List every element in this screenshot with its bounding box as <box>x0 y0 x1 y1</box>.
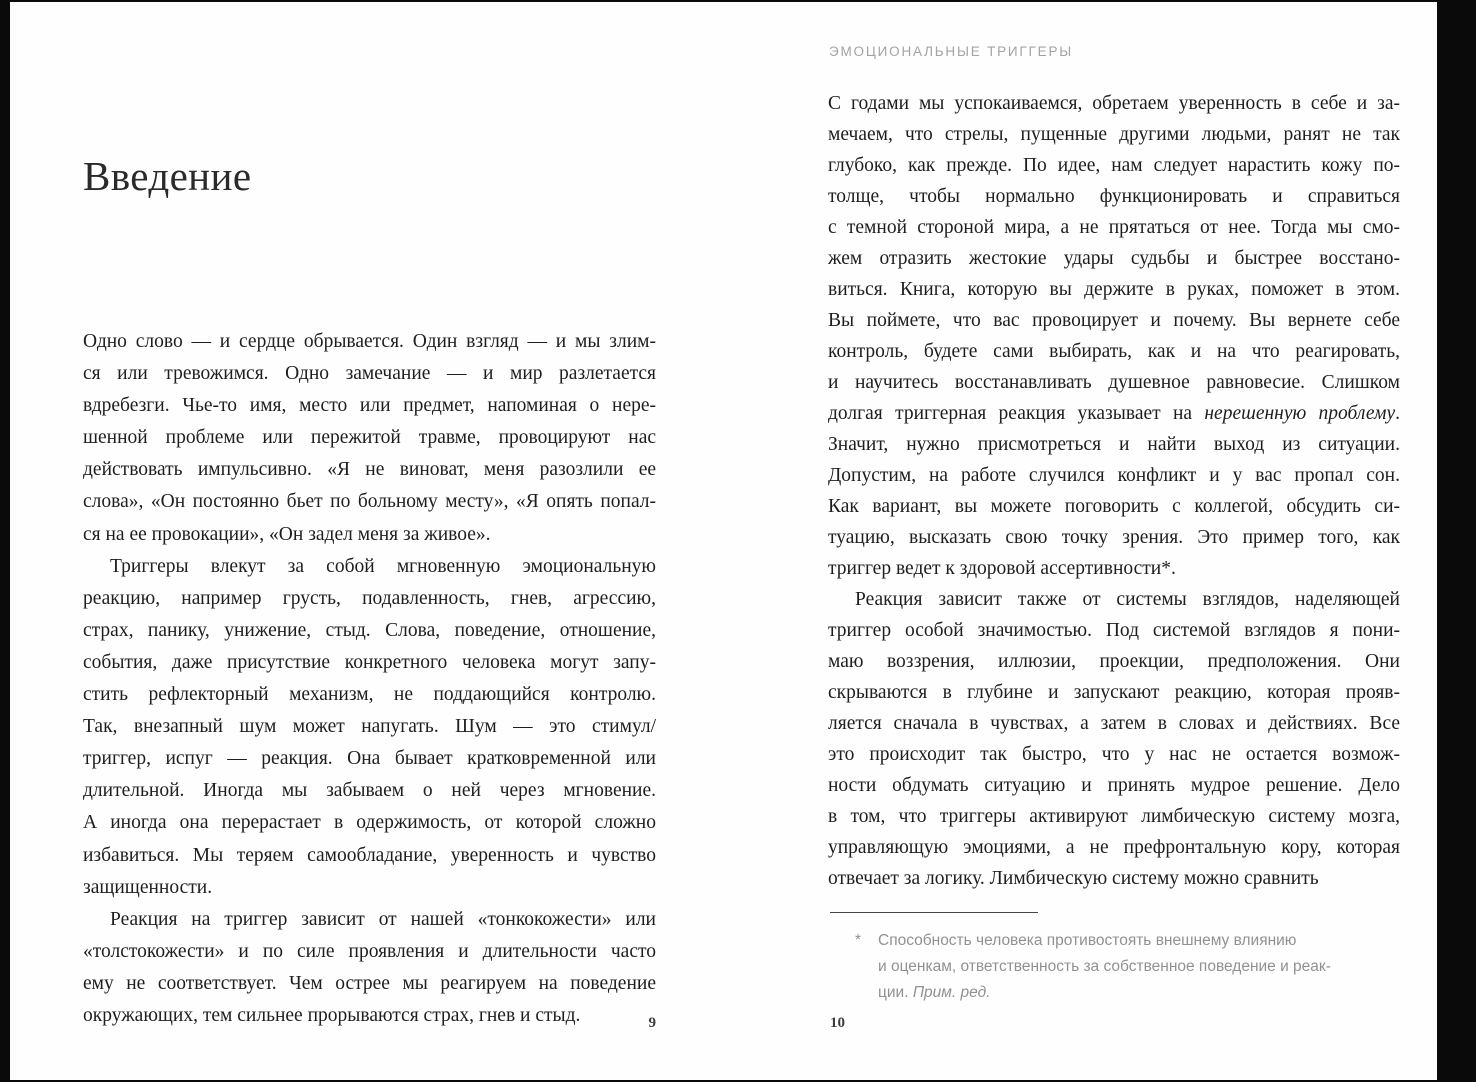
text-line: маю воззрения, иллюзии, проекции, предположения. Они <box>828 651 1400 672</box>
text-line: ся на ее провокации», «Он задел меня за живое». <box>83 523 491 545</box>
text-line: избавиться. Мы теряем самообладание, уверенность и чувство <box>83 844 656 866</box>
page-spread <box>10 2 1437 1080</box>
text-line: Одно слово — и сердце обрывается. Один взгляд — и мы злим- <box>83 331 656 352</box>
body-paragraph <box>83 551 656 904</box>
body-paragraph <box>83 904 656 1032</box>
text-line: толще, чтобы нормально функционировать и справиться <box>828 186 1400 207</box>
chapter-title: Введение <box>83 153 252 199</box>
text-line: Триггеры влекут за собой мгновенную эмоциональную <box>110 555 656 577</box>
text-line: вдребезги. Чье-то имя, место или предмет, напоминая о нере- <box>83 395 656 417</box>
text-line: длительной. Иногда мы забываем о ней через мгновение. <box>83 780 656 802</box>
left-page <box>83 2 656 1080</box>
page-number-right: 10 <box>830 1015 845 1031</box>
right-page-body <box>828 88 1400 894</box>
left-page-body <box>83 326 656 1032</box>
footnote <box>855 928 1366 1006</box>
text-line: ности обдумать ситуацию и принять мудрое решение. Дело <box>828 775 1400 796</box>
text-line: долгая триггерная реакция указывает на нерешенную проблему. <box>828 403 1400 424</box>
footnote-divider <box>830 912 1038 913</box>
text-line: ся или тревожимся. Одно замечание — и мир разлетается <box>83 363 656 385</box>
text-line: страх, панику, унижение, стыд. Слова, поведение, отношение, <box>83 619 656 641</box>
text-line: это происходит так быстро, что у нас не остается возмож- <box>828 744 1400 765</box>
text-line: триггер особой значимостью. Под системой взглядов я пони- <box>828 620 1400 641</box>
text-line: ции. Прим. ред. <box>878 984 991 1001</box>
text-line: скрываются в глубине и запускают реакцию, которая прояв- <box>828 682 1400 703</box>
text-line: А иногда она перерастает в одержимость, от которой сложно <box>83 812 656 834</box>
text-line: слова», «Он постоянно бьет по больному месту», «Я опять попал- <box>83 491 656 513</box>
text-line: С годами мы успокаиваемся, обретаем уверенность в себе и за- <box>828 93 1400 114</box>
text-line: Как вариант, вы можете поговорить с коллегой, обсудить си- <box>828 496 1400 517</box>
text-line: виться. Книга, которую вы держите в руках, поможет в этом. <box>828 279 1400 300</box>
text-line: и научитесь восстанавливать душевное равновесие. Слишком <box>828 372 1400 393</box>
body-paragraph <box>83 326 656 551</box>
footnote-marker: * <box>855 932 862 949</box>
text-line: «толстокожести» и по силе проявления и длительности часто <box>83 940 656 962</box>
text-line: Реакция на триггер зависит от нашей «тонкокожести» или <box>110 908 656 930</box>
text-line: ляется сначала в чувствах, а затем в словах и действиях. Все <box>828 713 1400 734</box>
text-line: Допустим, на работе случился конфликт и у вас пропал сон. <box>828 465 1400 486</box>
text-line: туацию, высказать свою точку зрения. Это пример того, как <box>828 527 1400 548</box>
body-paragraph <box>828 88 1400 584</box>
running-header: ЭМОЦИОНАЛЬНЫЕ ТРИГГЕРЫ <box>829 44 1073 59</box>
text-line: жем отразить жестокие удары судьбы и быстрее восстано- <box>828 248 1400 269</box>
text-line: события, даже присутствие конкретного человека могут запу- <box>83 651 656 673</box>
text-line: триггер ведет к здоровой ассертивности*. <box>828 558 1176 579</box>
text-line: управляющую эмоциями, а не префронтальную кору, которая <box>828 837 1400 858</box>
text-line: Значит, нужно присмотреться и найти выход из ситуации. <box>828 434 1400 455</box>
text-line: контроль, будете сами выбирать, как и на что реагировать, <box>828 341 1400 362</box>
text-line: защищенности. <box>83 876 213 898</box>
page-number-left: 9 <box>648 1015 656 1031</box>
text-line: отвечает за логику. Лимбическую систему можно сравнить <box>828 868 1319 889</box>
text-line: Так, внезапный шум может напугать. Шум — это стимул/ <box>83 716 656 738</box>
text-line: реакцию, например грусть, подавленность, гнев, агрессию, <box>83 587 656 609</box>
text-line: глубоко, как прежде. По идее, нам следует нарастить кожу по- <box>828 155 1400 176</box>
footnote-text <box>878 928 1366 1006</box>
text-line: Способность человека противостоять внешнему влиянию <box>878 932 1297 949</box>
text-line: шенной проблеме или пережитой травме, провоцируют нас <box>83 427 656 449</box>
text-line: с темной стороной мира, а не прятаться от нее. Тогда мы смо- <box>828 217 1400 238</box>
text-line: стить рефлекторный механизм, не поддающийся контролю. <box>83 684 656 706</box>
right-page <box>828 2 1400 1080</box>
text-line: действовать импульсивно. «Я не виноват, меня разозлили ее <box>83 459 656 481</box>
text-line: триггер, испуг — реакция. Она бывает кратковременной или <box>83 748 656 770</box>
text-line: и оценкам, ответственность за собственное поведение и реак- <box>878 958 1331 975</box>
text-line: ему не соответствует. Чем острее мы реагируем на поведение <box>83 972 656 994</box>
text-line: окружающих, тем сильнее прорываются страх, гнев и стыд. <box>83 1004 581 1026</box>
text-line: в том, что триггеры активируют лимбическую систему мозга, <box>828 806 1400 827</box>
body-paragraph <box>828 584 1400 894</box>
text-line: Вы поймете, что вас провоцирует и почему. Вы вернете себе <box>828 310 1400 331</box>
text-line: Реакция зависит также от системы взглядов, наделяющей <box>855 589 1400 610</box>
text-line: мечаем, что стрелы, пущенные другими людьми, ранят не так <box>828 124 1400 145</box>
